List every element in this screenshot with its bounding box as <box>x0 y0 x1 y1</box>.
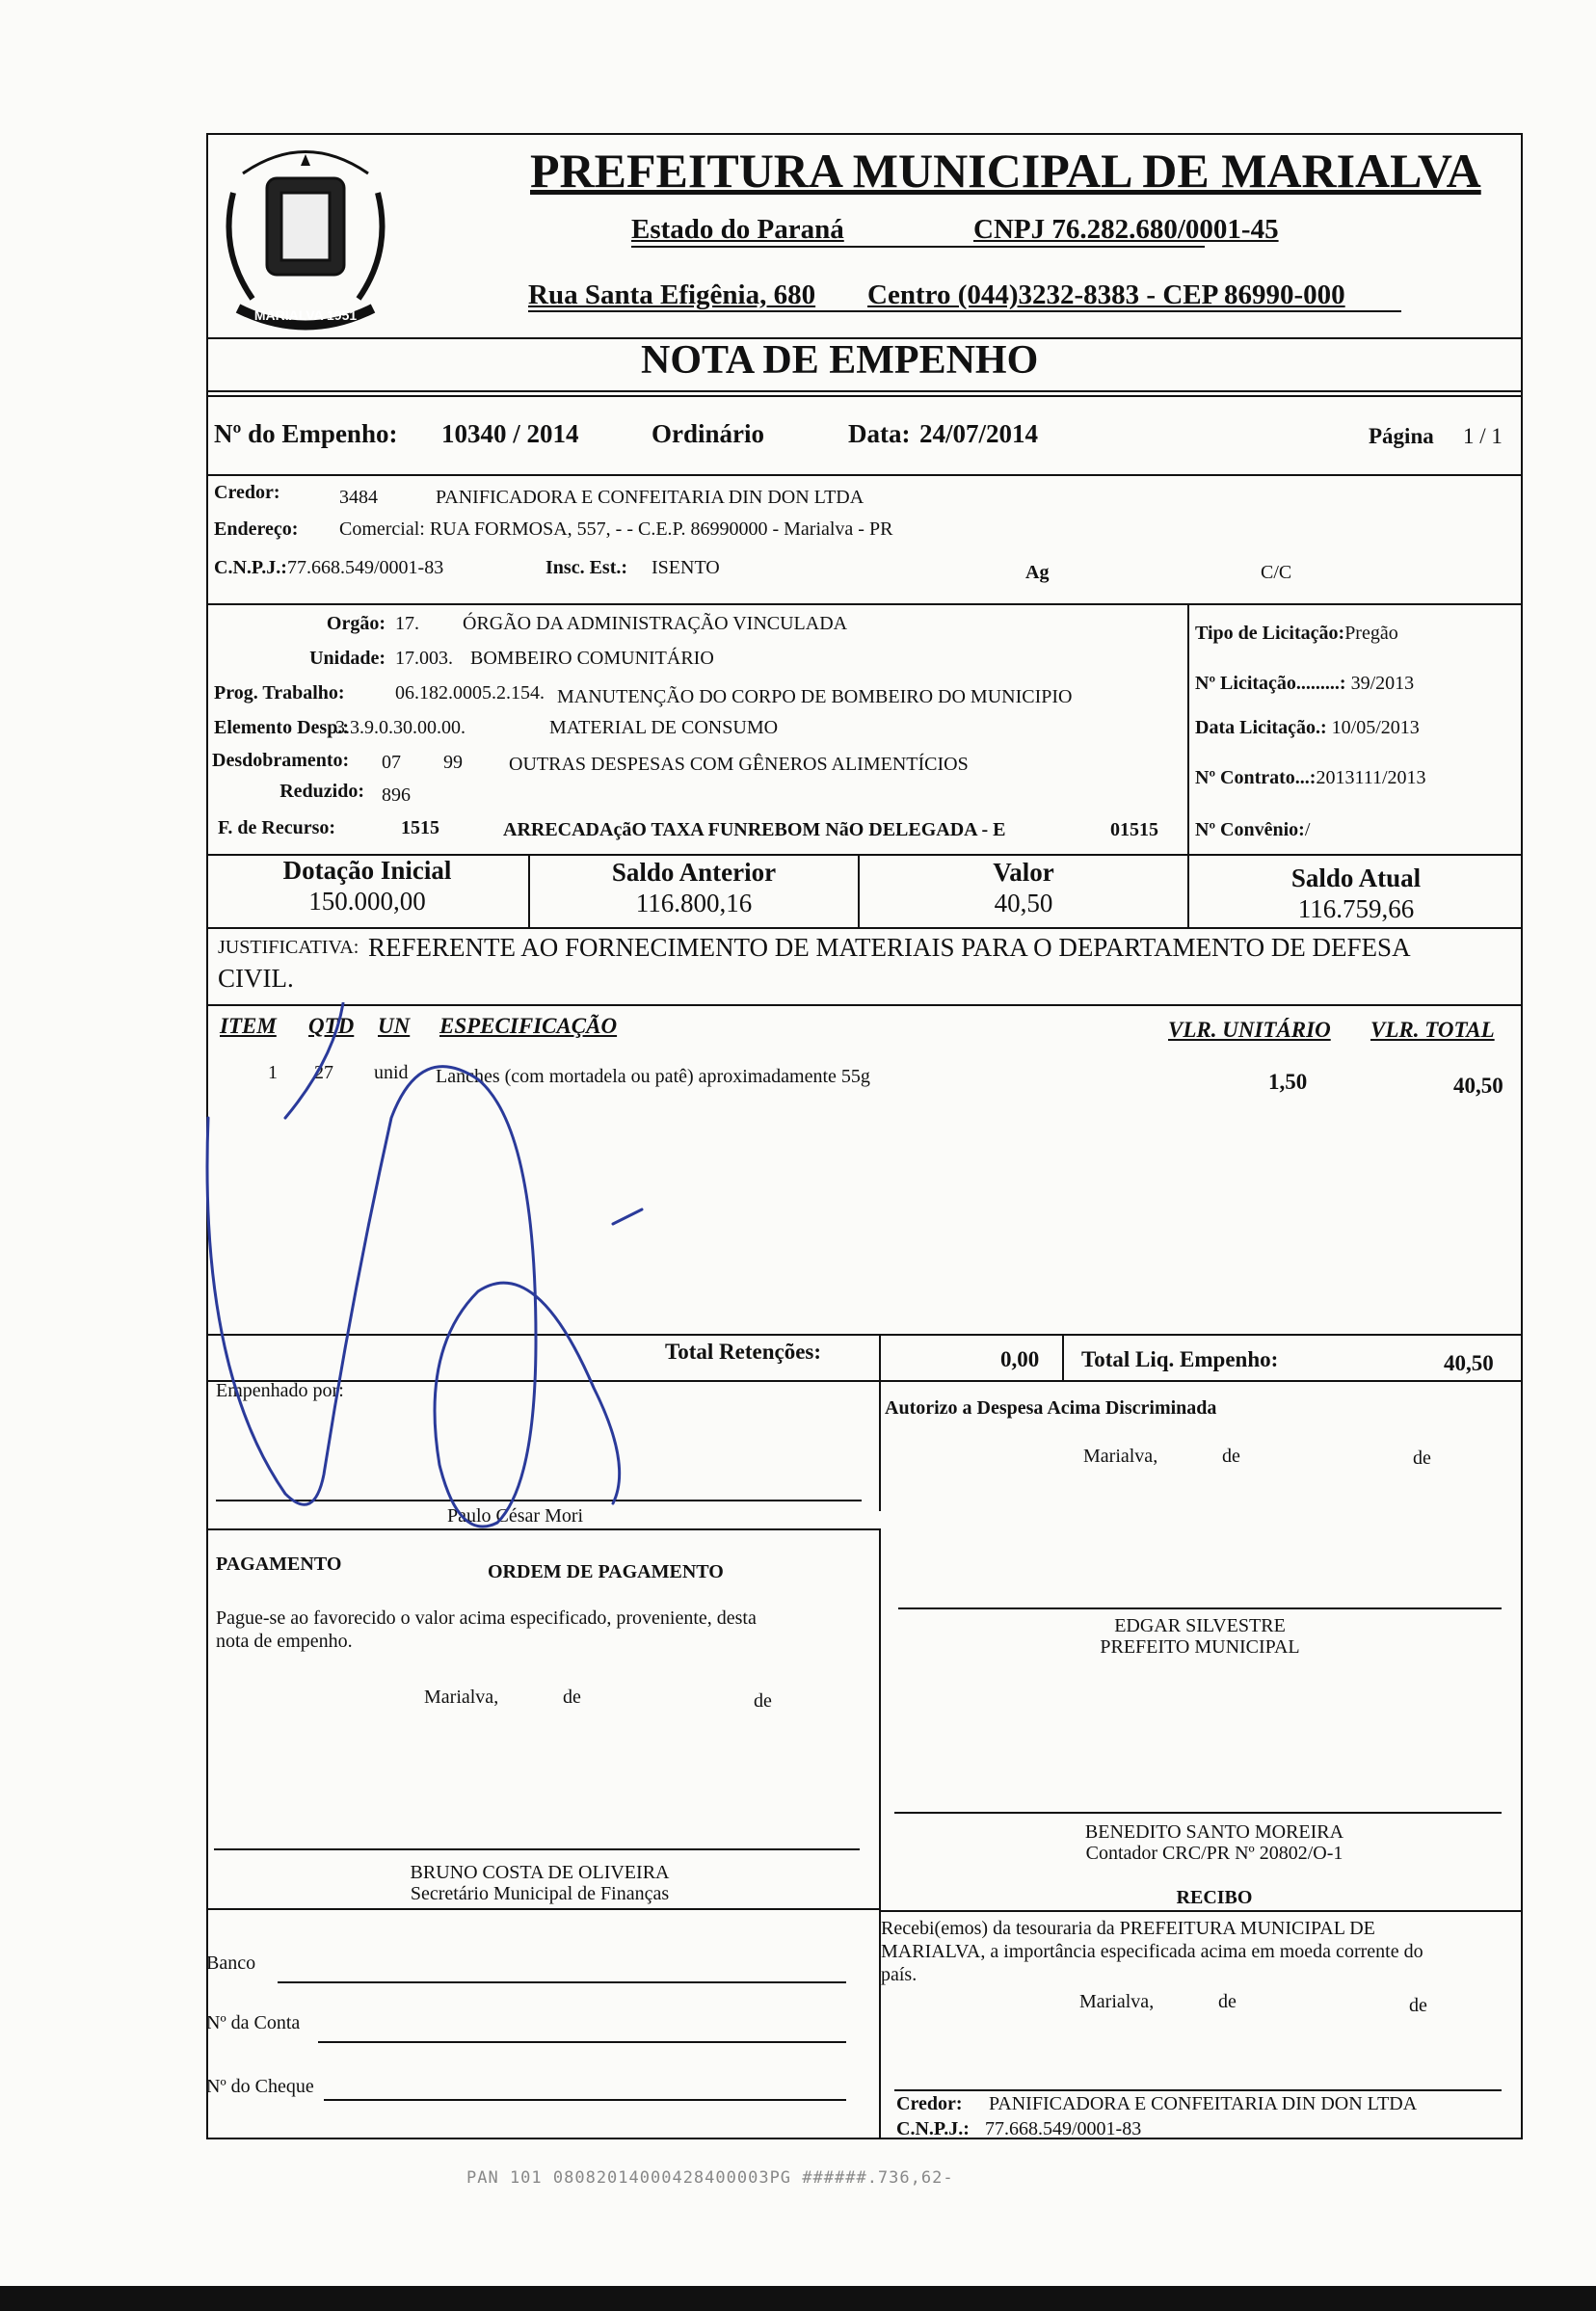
convenio-label: Nº Convênio: <box>1195 819 1305 840</box>
licitacao-tipo-value: Pregão <box>1344 623 1398 644</box>
licitacao-data <box>1195 717 1420 739</box>
banco-field[interactable] <box>278 1981 846 1983</box>
desdobramento-b: 99 <box>443 752 463 773</box>
prefeito-role: PREFEITO MUNICIPAL <box>1100 1636 1300 1658</box>
contador-role: Contador CRC/PR Nº 20802/O-1 <box>1085 1843 1343 1864</box>
col-header-unit: VLR. UNITÁRIO <box>1168 1018 1331 1042</box>
ordem-pagamento-label: ORDEM DE PAGAMENTO <box>488 1561 724 1582</box>
licitacao-tipo <box>1195 623 1398 645</box>
page-number: 1 / 1 <box>1463 424 1503 448</box>
licitacao-num <box>1195 673 1414 695</box>
col-header-spec: ESPECIFICAÇÃO <box>439 1014 618 1038</box>
recibo-text-3: país. <box>881 1964 918 1985</box>
retencoes-value: 0,00 <box>1000 1347 1040 1371</box>
empenho-date-label: Data: <box>848 419 911 448</box>
seal-lettering: MARIALVA 1951 <box>253 307 358 323</box>
header-address: Rua Santa Efigênia, 680 <box>528 279 816 310</box>
pagamento-label: PAGAMENTO <box>216 1554 342 1575</box>
col-header-total: VLR. TOTAL <box>1370 1018 1495 1042</box>
header-state: Estado do Paraná <box>631 214 844 245</box>
page-title: PREFEITURA MUNICIPAL DE MARIALVA <box>530 144 1481 198</box>
licitacao-tipo-label: Tipo de Licitação: <box>1195 623 1345 644</box>
document-title: NOTA DE EMPENHO <box>641 338 1039 383</box>
cnpj-label: C.N.P.J.: <box>214 557 287 578</box>
empenho-type: Ordinário <box>652 419 765 448</box>
handwritten-signature <box>189 1002 729 1542</box>
orgao-code: 17. <box>395 613 419 634</box>
dotacao-value: 150.000,00 <box>308 887 426 916</box>
row-total: 40,50 <box>1453 1074 1503 1098</box>
scan-edge <box>0 2286 1596 2311</box>
saldo-atual-label: Saldo Atual <box>1290 863 1422 892</box>
contador-name: BENEDITO SANTO MOREIRA <box>1084 1821 1344 1843</box>
orgao-label: Orgão: <box>326 613 386 634</box>
empenhado-label: Empenhado por: <box>216 1380 344 1401</box>
recibo-place: Marialva, <box>1079 1991 1155 2012</box>
col-header-qtd: QTD <box>308 1014 355 1038</box>
autorizo-de-2: de <box>1413 1448 1431 1469</box>
orgao-desc: ÓRGÃO DA ADMINISTRAÇÃO VINCULADA <box>463 613 848 634</box>
saldo-atual-value: 116.759,66 <box>1297 894 1415 923</box>
autorizo-de-1: de <box>1222 1446 1240 1467</box>
desdobramento-label: Desdobramento: <box>212 750 350 771</box>
elemento-code: 3.3.9.0.30.00.00. <box>335 717 466 738</box>
coat-of-arms-icon <box>214 135 397 337</box>
footer-code: PAN 101 08082014000428400003PG ######.736,62- <box>466 2168 954 2188</box>
retencoes-label: Total Retenções: <box>665 1340 822 1364</box>
unidade-label: Unidade: <box>309 648 386 669</box>
recurso-code-2: 01515 <box>1110 819 1158 840</box>
desdobramento-desc: OUTRAS DESPESAS COM GÊNEROS ALIMENTÍCIOS <box>509 754 969 775</box>
credor-code: 3484 <box>339 487 378 508</box>
col-header-un: UN <box>378 1014 411 1038</box>
ag-label: Ag <box>1025 562 1050 583</box>
recibo-cnpj-label: C.N.P.J.: <box>896 2118 970 2139</box>
contrato-label: Nº Contrato...: <box>1195 767 1317 788</box>
banco-label: Banco <box>206 1952 256 1974</box>
recurso-code: 1515 <box>401 817 439 838</box>
recibo-credor-label: Credor: <box>896 2093 963 2114</box>
licitacao-contrato <box>1195 767 1426 789</box>
address-label: Endereço: <box>214 518 299 540</box>
saldo-anterior-value: 116.800,16 <box>635 889 753 917</box>
insc-label: Insc. Est.: <box>545 557 628 578</box>
recibo-de-1: de <box>1218 1991 1237 2012</box>
convenio-value: / <box>1304 819 1311 840</box>
secretario-name: BRUNO COSTA DE OLIVEIRA <box>410 1862 670 1883</box>
recibo-cnpj: 77.668.549/0001-83 <box>985 2118 1142 2139</box>
col-header-item: ITEM <box>220 1014 277 1038</box>
autorizo-place: Marialva, <box>1083 1446 1158 1467</box>
total-liq-label: Total Liq. Empenho: <box>1081 1347 1279 1371</box>
valor-value: 40,50 <box>994 889 1053 917</box>
credor-name: PANIFICADORA E CONFEITARIA DIN DON LTDA <box>436 487 864 508</box>
empenho-number: 10340 / 2014 <box>441 419 579 448</box>
recibo-credor: PANIFICADORA E CONFEITARIA DIN DON LTDA <box>989 2093 1418 2114</box>
licitacao-data-label: Data Licitação.: <box>1195 717 1327 738</box>
pagamento-text-1: Pague-se ao favorecido o valor acima especificado, proveniente, desta <box>216 1607 757 1629</box>
row-un: unid <box>374 1062 409 1083</box>
insc-value: ISENTO <box>652 557 720 578</box>
saldo-anterior-label: Saldo Anterior <box>611 858 777 887</box>
recibo-text-2: MARIALVA, a importância especificada acima em moeda corrente do <box>881 1941 1423 1962</box>
recurso-label: F. de Recurso: <box>218 817 336 838</box>
credor-cnpj: 77.668.549/0001-83 <box>287 557 444 578</box>
cheque-label: Nº do Cheque <box>206 2076 314 2097</box>
credor-label: Credor: <box>214 482 280 503</box>
justificativa-label: JUSTIFICATIVA: <box>218 937 359 958</box>
pagamento-de-1: de <box>563 1687 581 1708</box>
contador-signature-line <box>894 1812 1502 1814</box>
page-number-label: Página <box>1369 424 1434 448</box>
empenho-number-label: Nº do Empenho: <box>214 419 398 448</box>
pagamento-place: Marialva, <box>424 1687 499 1708</box>
licitacao-num-value: 39/2013 <box>1350 673 1415 694</box>
empenhado-name: Paulo César Mori <box>447 1505 584 1527</box>
recibo-de-2: de <box>1409 1995 1427 2016</box>
secretario-role: Secretário Municipal de Finanças <box>410 1883 670 1904</box>
conta-field[interactable] <box>318 2041 846 2043</box>
recurso-desc: ARRECADAçãO TAXA FUNREBOM NãO DELEGADA - E <box>503 819 1006 840</box>
recibo-text-1: Recebi(emos) da tesouraria da PREFEITURA MUNICIPAL DE <box>881 1918 1375 1939</box>
contrato-value: 2013111/2013 <box>1316 767 1426 788</box>
row-spec: Lanches (com mortadela ou patê) aproximadamente 55g <box>436 1066 870 1087</box>
licitacao-convenio <box>1195 819 1310 841</box>
recibo-label: RECIBO <box>1176 1887 1253 1908</box>
total-liq-value: 40,50 <box>1444 1351 1494 1375</box>
valor-label: Valor <box>993 858 1054 887</box>
conta-label: Nº da Conta <box>206 2012 301 2033</box>
reduzido-value: 896 <box>382 784 411 806</box>
prog-label: Prog. Trabalho: <box>214 682 345 704</box>
row-qtd: 27 <box>314 1062 333 1083</box>
autorizo-label: Autorizo a Despesa Acima Discriminada <box>885 1397 1217 1419</box>
dotacao-label: Dotação Inicial <box>282 856 452 885</box>
prog-code: 06.182.0005.2.154. <box>395 682 545 704</box>
cc-label: C/C <box>1261 562 1292 583</box>
justificativa-text-2: CIVIL. <box>218 964 294 993</box>
pagamento-text-2: nota de empenho. <box>216 1631 353 1652</box>
secretario-signature-line <box>214 1848 860 1850</box>
elemento-label: Elemento Desp.: <box>214 717 349 738</box>
licitacao-num-label: Nº Licitação.........: <box>1195 673 1346 694</box>
header-cnpj: CNPJ 76.282.680/0001-45 <box>973 214 1279 245</box>
licitacao-data-value: 10/05/2013 <box>1331 717 1420 738</box>
prog-desc: MANUTENÇÃO DO CORPO DE BOMBEIRO DO MUNICIPIO <box>557 686 1073 707</box>
justificativa-text-1: REFERENTE AO FORNECIMENTO DE MATERIAIS PARA O DEPARTAMENTO DE DEFESA <box>368 933 1411 962</box>
cheque-field[interactable] <box>324 2099 846 2101</box>
desdobramento-a: 07 <box>382 752 401 773</box>
unidade-code: 17.003. <box>395 648 453 669</box>
credor-address: Comercial: RUA FORMOSA, 557, - - C.E.P. 86990000 - Marialva - PR <box>339 518 893 540</box>
prefeito-signature-line <box>898 1607 1502 1609</box>
header-address-rest: Centro (044)3232-8383 - CEP 86990-000 <box>867 279 1345 310</box>
elemento-desc: MATERIAL DE CONSUMO <box>549 717 779 738</box>
row-item: 1 <box>268 1062 278 1083</box>
pagamento-de-2: de <box>754 1690 772 1712</box>
unidade-desc: BOMBEIRO COMUNITÁRIO <box>470 648 714 669</box>
empenho-date: 24/07/2014 <box>919 419 1039 448</box>
reduzido-label: Reduzido: <box>279 781 364 802</box>
prefeito-name: EDGAR SILVESTRE <box>1114 1615 1286 1636</box>
row-unit: 1,50 <box>1268 1070 1308 1094</box>
